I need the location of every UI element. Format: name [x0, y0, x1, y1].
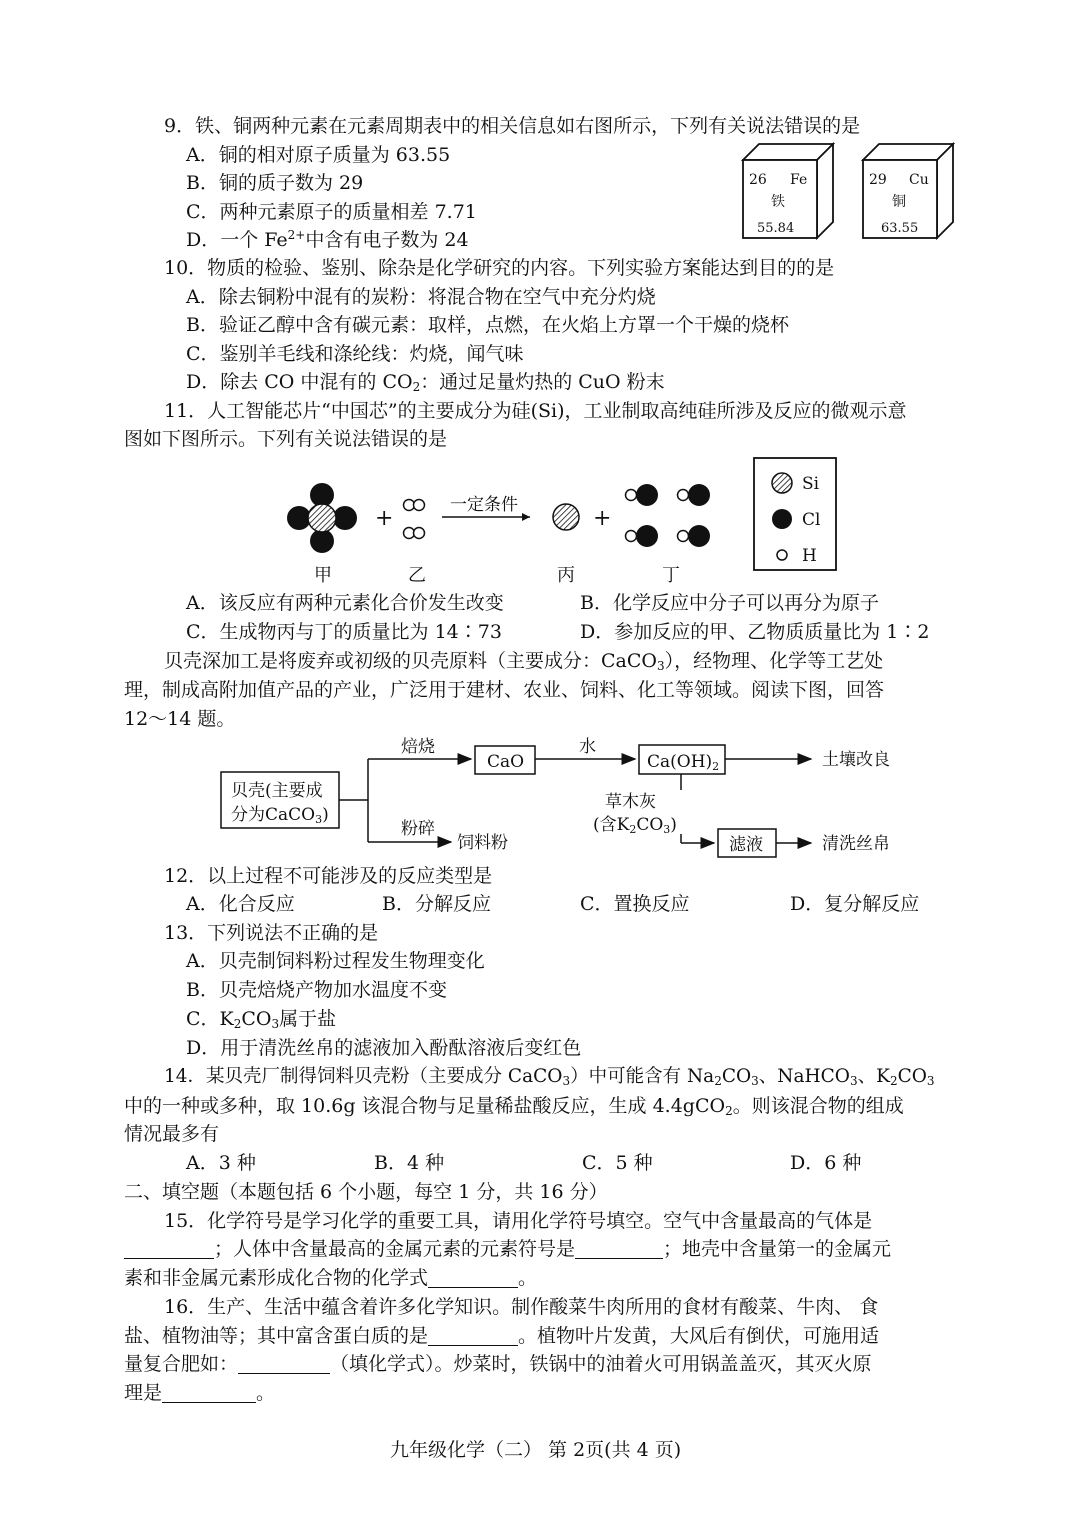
- svg-text:Si: Si: [802, 474, 820, 494]
- q10-option-a: A．除去铜粉中混有的炭粉：将混合物在空气中充分灼烧: [186, 286, 656, 308]
- q10-stem: 10．物质的检验、鉴别、除杂是化学研究的内容。下列实验方案能达到目的的是: [164, 257, 835, 279]
- molecule-ding: [626, 484, 711, 547]
- q10-option-d: D．除去 CO 中混有的 $CO_2$：通过足量灼热的 CuO 粉末: [186, 371, 665, 394]
- molecule-yi: [404, 500, 425, 539]
- svg-text:29: 29: [869, 172, 887, 188]
- q13-option-c: C．$K_2CO_3$属于盐: [186, 1008, 337, 1031]
- svg-text:Ca(OH)2: Ca(OH)2: [647, 752, 720, 773]
- svg-text:乙: 乙: [408, 565, 426, 586]
- q10-option-c: C．鉴别羊毛线和涤纶线：灼烧，闻气味: [186, 343, 524, 365]
- shell-process-flowchart: [215, 730, 915, 865]
- q14-option-c: C．5 种: [582, 1152, 653, 1174]
- svg-text:Fe: Fe: [790, 172, 808, 188]
- q11-option-d: D．参加反应的甲、乙物质质量比为 1∶2: [580, 621, 930, 643]
- q12-stem: 12．以上过程不可能涉及的反应类型是: [164, 865, 493, 887]
- q16-blank-2[interactable]: [238, 1353, 330, 1374]
- q9-option-c: C．两种元素原子的质量相差 7.71: [186, 201, 477, 223]
- atom-legend: [754, 458, 836, 570]
- svg-text:分为CaCO3): 分为CaCO3): [231, 805, 329, 826]
- svg-text:铁: 铁: [771, 194, 785, 210]
- element-cards-figure: [735, 140, 960, 245]
- svg-text:+: +: [375, 506, 394, 531]
- svg-text:水: 水: [579, 737, 596, 757]
- q15-blank-3[interactable]: [428, 1267, 518, 1288]
- q10-option-b: B．验证乙醇中含有碳元素：取样，点燃，在火焰上方罩一个干燥的烧杯: [186, 314, 789, 336]
- q15-line1: 15．化学符号是学习化学的重要工具，请用化学符号填空。空气中含量最高的气体是: [164, 1210, 873, 1232]
- svg-text:一定条件: 一定条件: [450, 495, 518, 515]
- q15-line3: 素和非金属元素形成化合物的化学式 。: [124, 1267, 538, 1289]
- svg-text:贝壳(主要成: 贝壳(主要成: [231, 781, 323, 801]
- svg-text:甲: 甲: [314, 565, 332, 586]
- passage-line2: 理，制成高附加值产品的产业，广泛用于建材、农业、饲料、化工等领域。阅读下图，回答: [124, 679, 885, 701]
- q9-option-d: D．一个 $Fe^{2+}$中含有电子数为 24: [186, 228, 469, 251]
- q9-option-a: A．铜的相对原子质量为 63.55: [186, 144, 451, 166]
- svg-text:CaO: CaO: [487, 752, 525, 772]
- q14-option-a: A．3 种: [186, 1152, 256, 1174]
- q9-option-b: B．铜的质子数为 29: [186, 172, 364, 194]
- svg-text:清洗丝帛: 清洗丝帛: [822, 834, 890, 854]
- molecule-bing: [553, 504, 579, 530]
- q16-line2: 盐、植物油等；其中富含蛋白质的是 。植物叶片发黄，大风后有倒伏，可施用适: [124, 1325, 880, 1347]
- svg-text:焙烧: 焙烧: [401, 737, 435, 757]
- molecule-jia: [287, 483, 357, 553]
- q14-stem-line3: 情况最多有: [124, 1123, 220, 1145]
- svg-text:+: +: [593, 506, 612, 531]
- svg-text:26: 26: [749, 172, 767, 188]
- svg-text:铜: 铜: [892, 194, 906, 210]
- svg-text:粉碎: 粉碎: [401, 819, 435, 839]
- q16-blank-1[interactable]: [428, 1325, 518, 1346]
- q12-option-a: A．化合反应: [186, 893, 295, 915]
- q14-option-d: D．6 种: [790, 1152, 862, 1174]
- q14-stem-line2: 中的一种或多种，取 10.6g 该混合物与足量稀盐酸反应，生成 4.4gCO$_2$。则该混合物的组成: [124, 1095, 904, 1118]
- q13-option-b: B．贝壳焙烧产物加水温度不变: [186, 979, 447, 1001]
- q16-blank-3[interactable]: [162, 1382, 256, 1403]
- svg-text:Cl: Cl: [802, 510, 821, 530]
- q13-option-a: A．贝壳制饲料粉过程发生物理变化: [186, 950, 485, 972]
- q15-blank-2[interactable]: [575, 1238, 663, 1259]
- svg-text:Cu: Cu: [909, 172, 929, 188]
- page-footer: 九年级化学（二） 第 2页(共 4 页): [390, 1439, 682, 1461]
- q12-option-d: D．复分解反应: [790, 893, 920, 915]
- passage-line3: 12～14 题。: [124, 708, 236, 730]
- q11-stem-line1: 11．人工智能芯片“中国芯”的主要成分为硅(Si)，工业制取高纯硅所涉及反应的微观示意: [164, 400, 907, 422]
- q16-line1: 16．生产、生活中蕴含着许多化学知识。制作酸菜牛肉所用的食材有酸菜、牛肉、 食: [164, 1296, 879, 1318]
- q13-stem: 13．下列说法不正确的是: [164, 922, 379, 944]
- section-2-heading: 二、填空题（本题包括 6 个小题，每空 1 分，共 16 分）: [124, 1181, 608, 1203]
- reaction-diagram: [270, 455, 845, 590]
- svg-text:丙: 丙: [557, 565, 575, 586]
- q11-option-c: C．生成物丙与丁的质量比为 14∶73: [186, 621, 502, 643]
- svg-text:饲料粉: 饲料粉: [457, 833, 508, 853]
- passage-line1: 贝壳深加工是将废弃或初级的贝壳原料（主要成分：CaCO$_3$），经物理、化学等工艺处: [164, 650, 884, 673]
- svg-text:H: H: [802, 546, 817, 566]
- svg-text:丁: 丁: [662, 565, 680, 586]
- q16-line3: 量复合肥如： （填化学式）。炒菜时，铁锅中的油着火可用锅盖盖灭，其灭火原: [124, 1353, 872, 1375]
- q13-option-d: D．用于清洗丝帛的滤液加入酚酞溶液后变红色: [186, 1037, 582, 1059]
- q11-option-b: B．化学反应中分子可以再分为原子: [580, 592, 879, 614]
- q11-stem-line2: 图如下图所示。下列有关说法错误的是: [124, 428, 448, 450]
- svg-text:(含K2CO3): (含K2CO3): [593, 815, 677, 836]
- q14-option-b: B．4 种: [374, 1152, 445, 1174]
- q9-stem: 9．铁、铜两种元素在元素周期表中的相关信息如右图所示，下列有关说法错误的是: [164, 115, 861, 137]
- svg-text:草木灰: 草木灰: [605, 792, 656, 812]
- svg-text:63.55: 63.55: [881, 221, 919, 236]
- svg-text:滤液: 滤液: [729, 835, 763, 855]
- q15-line2: ；人体中含量最高的金属元素的元素符号是 ；地壳中含量第一的金属元: [124, 1235, 891, 1263]
- q16-line4: 理是 。: [124, 1382, 276, 1404]
- svg-text:土壤改良: 土壤改良: [822, 750, 890, 770]
- svg-text:55.84: 55.84: [757, 221, 795, 236]
- q15-blank-1[interactable]: [124, 1238, 214, 1259]
- q12-option-b: B．分解反应: [382, 893, 491, 915]
- element-card-fe: [743, 144, 833, 238]
- q14-stem-line1: 14．某贝壳厂制得饲料贝壳粉（主要成分 CaCO$_3$）中可能含有 $Na_2CO_3$、NaHCO$_3$、$K_2CO_3$: [164, 1066, 935, 1088]
- q11-option-a: A．该反应有两种元素化合价发生改变: [186, 592, 504, 614]
- q12-option-c: C．置换反应: [580, 893, 690, 915]
- element-card-cu: [863, 144, 953, 238]
